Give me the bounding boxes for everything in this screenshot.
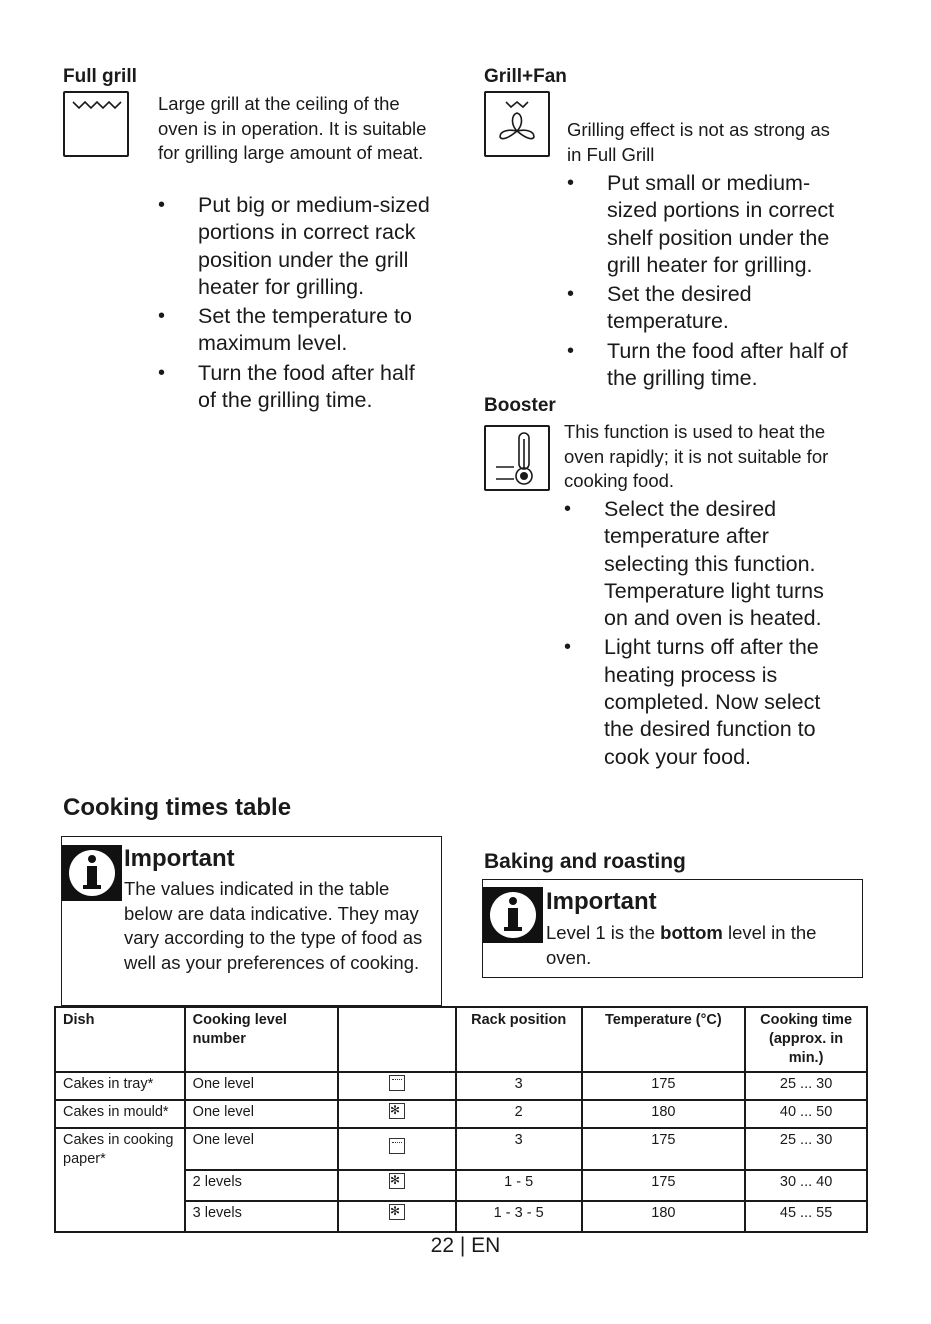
cell-time: 30 ... 40	[745, 1170, 867, 1201]
list-item: • Select the desired temperature after selecting this function. Temperature light turns on and oven is heated.	[564, 496, 849, 632]
cell-level: One level	[185, 1128, 339, 1170]
info-icon	[483, 887, 543, 943]
thermometer-icon	[484, 425, 550, 491]
cell-dish: Cakes in mould*	[55, 1100, 185, 1128]
column-header-function	[338, 1007, 456, 1072]
list-item: • Turn the food after half of the grilling time.	[158, 360, 433, 415]
important-notice-box	[61, 836, 442, 1006]
list-item: • Put big or medium-sized portions in correct rack position under the grill heater for grilling.	[158, 192, 433, 301]
cell-level: One level	[185, 1072, 339, 1100]
cell-rack: 2	[456, 1100, 582, 1128]
baking-roasting-heading: Baking and roasting	[484, 850, 686, 873]
important-text: Level 1 is the bottom level in the oven.	[546, 922, 817, 968]
cell-temperature: 175	[582, 1128, 746, 1170]
cooking-times-table	[54, 1006, 868, 1233]
cell-rack: 1 - 3 - 5	[456, 1201, 582, 1232]
list-item: • Put small or medium-sized portions in correct shelf position under the grill heater for grilling.	[567, 170, 852, 279]
full-grill-description: Large grill at the ceiling of the oven is in operation. It is suitable for grilling large amount of meat.	[158, 93, 427, 163]
fan-heating-icon	[389, 1173, 405, 1189]
cell-level: One level	[185, 1100, 339, 1128]
table-header-row	[55, 1007, 867, 1072]
important-title: Important	[124, 845, 235, 872]
table-row	[55, 1128, 867, 1170]
cell-temperature: 175	[582, 1072, 746, 1100]
full-grill-icon	[63, 91, 129, 157]
important-title: Important	[546, 888, 657, 915]
booster-description: This function is used to heat the oven rapidly; it is not suitable for cooking food.	[564, 421, 829, 491]
info-icon	[62, 845, 122, 901]
cell-function	[338, 1072, 456, 1100]
column-header-time: Cooking time (approx. in min.)	[745, 1007, 867, 1072]
cell-rack: 3	[456, 1072, 582, 1100]
cell-temperature: 175	[582, 1170, 746, 1201]
fan-heating-icon	[389, 1204, 405, 1220]
cell-function	[338, 1201, 456, 1232]
top-bottom-heat-icon	[389, 1075, 405, 1091]
cell-level: 2 levels	[185, 1170, 339, 1201]
column-header-dish: Dish	[55, 1007, 185, 1072]
cell-function	[338, 1100, 456, 1128]
list-item: • Turn the food after half of the grilling time.	[567, 338, 852, 393]
table-row	[55, 1100, 867, 1128]
booster-title: Booster	[484, 395, 556, 416]
top-bottom-heat-icon	[389, 1138, 405, 1154]
cell-time: 40 ... 50	[745, 1100, 867, 1128]
cell-level: 3 levels	[185, 1201, 339, 1232]
cooking-times-heading: Cooking times table	[63, 794, 292, 821]
list-item: • Light turns off after the heating process is completed. Now select the desired function to cook your food.	[564, 634, 849, 770]
important-notice-box	[482, 879, 863, 978]
page-number: 22 | EN	[430, 1234, 501, 1257]
column-header-rack: Rack position	[456, 1007, 582, 1072]
important-text: The values indicated in the table below are data indicative. They may vary according to the type of food as well as your preferences of cooking.	[124, 878, 423, 973]
grill-fan-title: Grill+Fan	[484, 66, 567, 87]
column-header-level: Cooking level number	[185, 1007, 339, 1072]
grill-fan-bullet-list	[567, 170, 852, 392]
full-grill-title: Full grill	[63, 66, 137, 87]
cell-dish: Cakes in tray*	[55, 1072, 185, 1100]
full-grill-bullet-list	[158, 192, 433, 414]
cell-temperature: 180	[582, 1201, 746, 1232]
cell-function	[338, 1170, 456, 1201]
table-row	[55, 1072, 867, 1100]
column-header-temperature: Temperature (°C)	[582, 1007, 746, 1072]
cell-dish: Cakes in cooking paper*	[55, 1128, 185, 1232]
cell-function	[338, 1128, 456, 1170]
cell-temperature: 180	[582, 1100, 746, 1128]
cell-time: 45 ... 55	[745, 1201, 867, 1232]
cell-time: 25 ... 30	[745, 1072, 867, 1100]
grill-fan-icon	[484, 91, 550, 157]
booster-bullet-list	[564, 496, 849, 771]
grill-fan-description: Grilling effect is not as strong as in Full Grill	[567, 119, 830, 165]
fan-heating-icon	[389, 1103, 405, 1119]
cell-rack: 3	[456, 1128, 582, 1170]
cell-rack: 1 - 5	[456, 1170, 582, 1201]
list-item: • Set the temperature to maximum level.	[158, 303, 433, 358]
list-item: • Set the desired temperature.	[567, 281, 852, 336]
cell-time: 25 ... 30	[745, 1128, 867, 1170]
